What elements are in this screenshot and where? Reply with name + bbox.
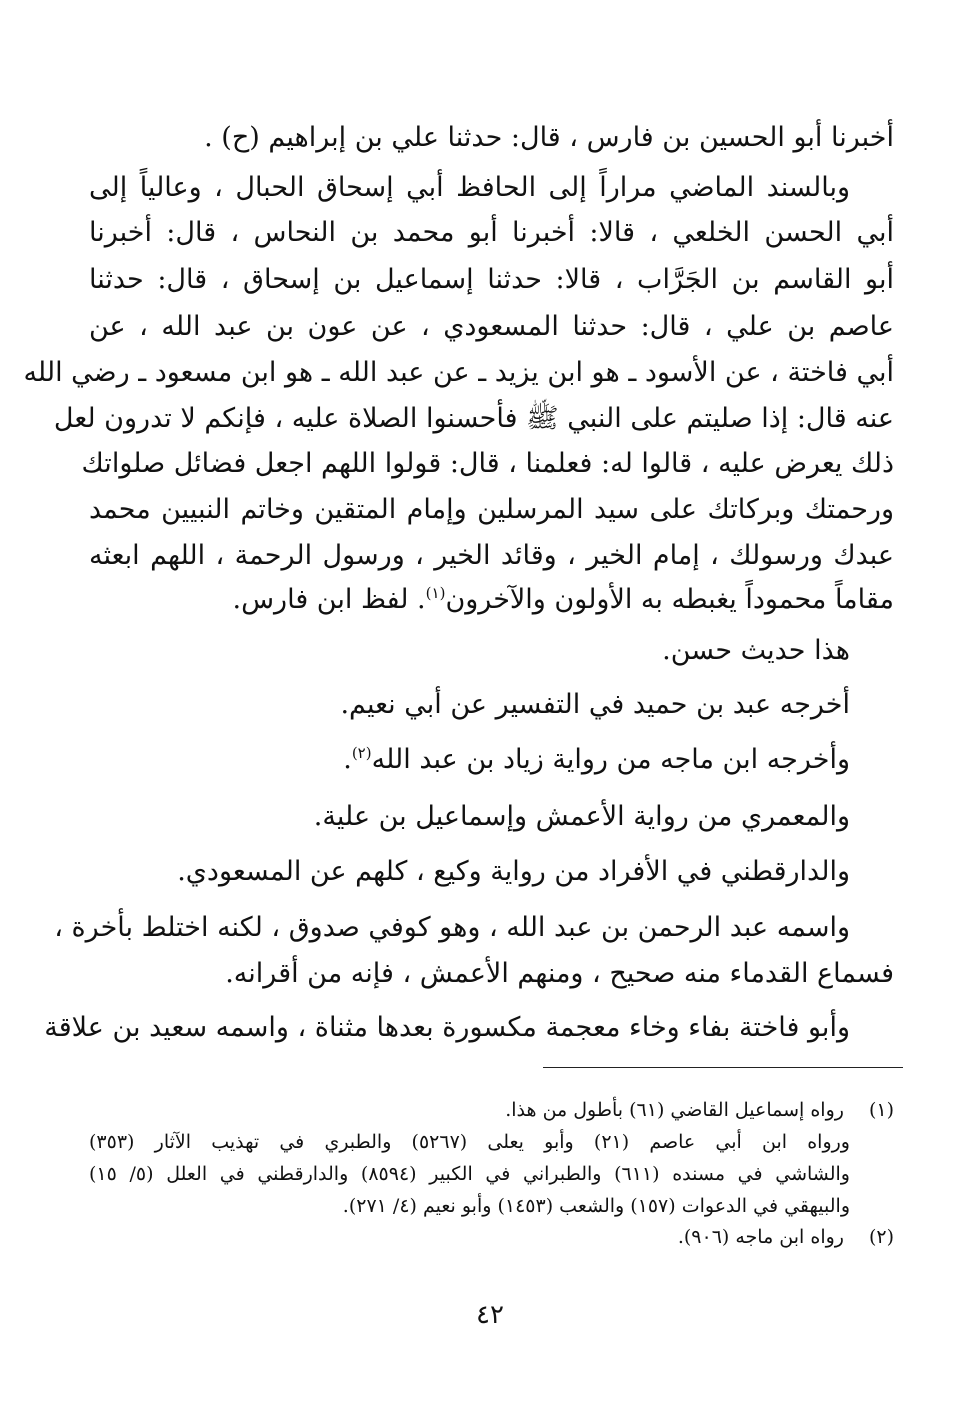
page-number: ٤٢ <box>476 1300 504 1330</box>
footnote-line <box>89 1095 894 1125</box>
body-line: فسماع القدماء منه صحيح ، ومنهم الأعمش ، فإنه من أقرانه. <box>225 958 894 989</box>
body-line <box>89 740 850 780</box>
body-text: مقاماً محموداً يغبطه به الأولون والآخرون <box>445 584 894 615</box>
footnote-line: ورواه ابن أبي عاصم (٢١) وأبو يعلى (٥٢٦٧) والطبري في تهذيب الآثار (٣٥٣) <box>89 1131 850 1153</box>
body-line: والدارقطني في الأفراد من رواية وكيع ، كلهم عن المسعودي. <box>177 856 850 887</box>
body-line: وبالسند الماضي مراراً إلى الحافظ أبي إسحاق الحبال ، وعالياً إلى <box>89 172 850 203</box>
footnote-separator <box>543 1067 903 1068</box>
footnote-ref: (٢) <box>351 744 372 762</box>
body-line: واسمه عبد الرحمن بن عبد الله ، وهو كوفي صدوق ، لكنه اختلط بأخرة ، <box>54 912 850 943</box>
footnote-number: (٢) <box>868 1226 894 1248</box>
body-line: أبي فاختة ، عن الأسود ـ هو ابن يزيد ـ عن عبد الله ـ هو ابن مسعود ـ رضي الله <box>23 357 894 388</box>
footnote-text: رواه إسماعيل القاضي (٦١) بأطول من هذا. <box>505 1099 844 1121</box>
body-line: عنه قال: إذا صليتم على النبي ﷺ فأحسنوا الصلاة عليه ، فإنكم لا تدرون لعل <box>53 403 894 434</box>
body-line: أخبرنا أبو الحسين بن فارس ، قال: حدثنا علي بن إبراهيم (ح) . <box>204 122 894 153</box>
footnote-ref: (١) <box>425 584 446 602</box>
body-line: وأبو فاختة بفاء وخاء معجمة مكسورة بعدها مثناة ، واسمه سعيد بن علاقة <box>44 1012 850 1043</box>
body-line: هذا حديث حسن. <box>662 635 850 666</box>
body-line: والمعمري من رواية الأعمش وإسماعيل بن علية. <box>313 801 850 832</box>
body-line: ذلك يعرض عليه ، قالوا له: فعلمنا ، قال: قولوا اللهم اجعل فضائل صلواتك <box>81 448 894 479</box>
body-line: عاصم بن علي ، قال: حدثنا المسعودي ، عن عون بن عبد الله ، عن <box>89 311 894 342</box>
footnote-line: والبيهقي في الدعوات (١٥٧) والشعب (١٤٥٣) وأبو نعيم (٤/ ٢٧١). <box>342 1195 850 1217</box>
body-line <box>89 580 894 620</box>
footnote-number: (١) <box>868 1099 894 1121</box>
footnote-line <box>89 1222 894 1252</box>
body-line: عبدك ورسولك ، إمام الخير ، وقائد الخير ، ورسول الرحمة ، اللهم ابعثه <box>89 540 894 571</box>
body-text: . <box>343 744 352 775</box>
body-line: ورحمتك وبركاتك على سيد المرسلين وإمام المتقين وخاتم النبيين محمد <box>89 494 894 525</box>
footnote-text: رواه ابن ماجه (٩٠٦). <box>677 1226 844 1248</box>
body-text: وأخرجه ابن ماجه من رواية زياد بن عبد الله <box>371 744 850 775</box>
body-line: أخرجه عبد بن حميد في التفسير عن أبي نعيم. <box>340 689 850 720</box>
body-line: أبي الحسن الخلعي ، قالا: أخبرنا أبو محمد بن النحاس ، قال: أخبرنا <box>89 217 894 248</box>
footnote-line: والشاشي في مسنده (٦١١) والطبراني في الكبير (٨٥٩٤) والدارقطني في العلل (٥/ ١٥) <box>89 1163 850 1185</box>
body-line: أبو القاسم بن الجَرَّاب ، قالا: حدثنا إسماعيل بن إسحاق ، قال: حدثنا <box>89 264 894 295</box>
body-text: . لفظ ابن فارس. <box>232 584 426 615</box>
